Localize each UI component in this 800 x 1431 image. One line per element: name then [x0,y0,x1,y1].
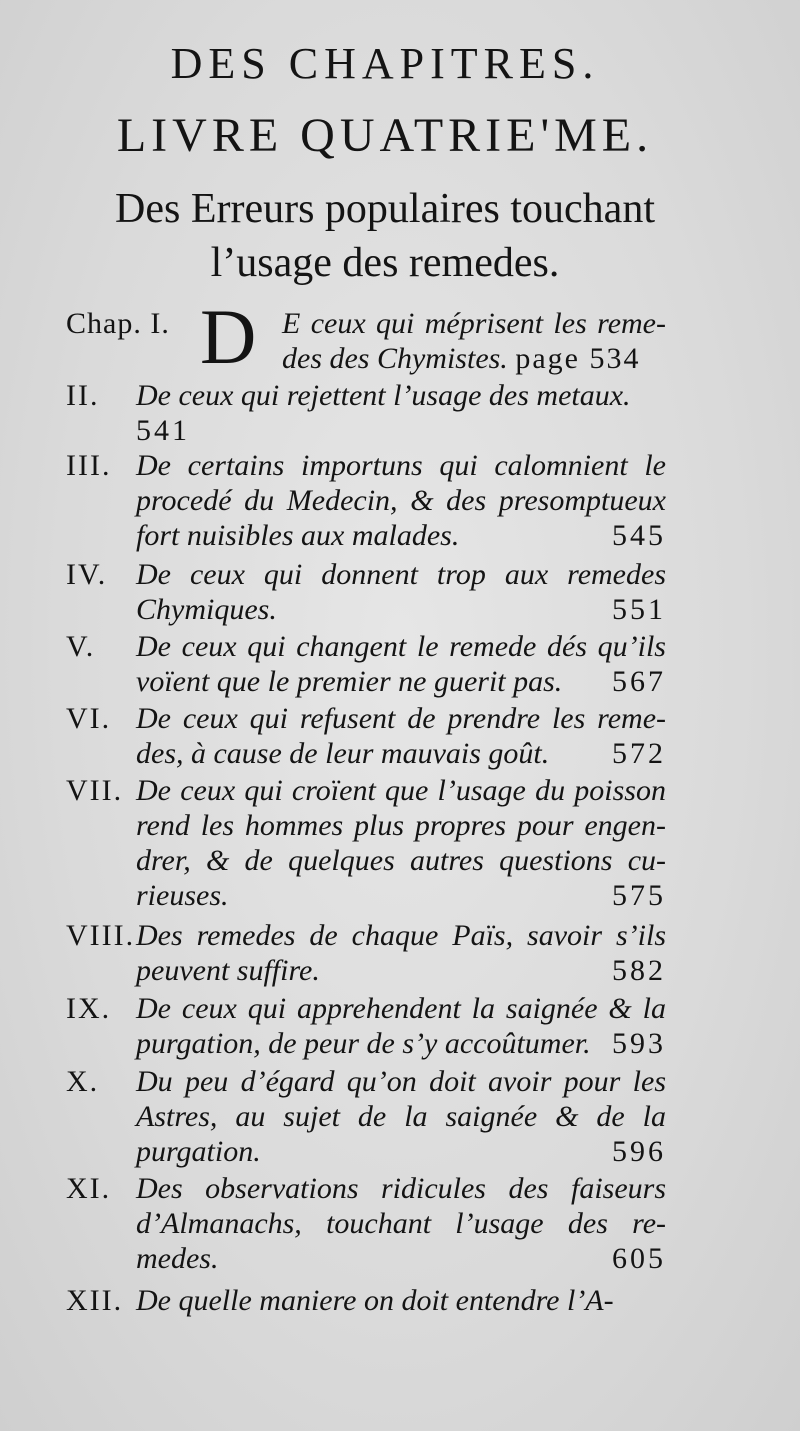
entry-title: De ceux qui refusent de prendre les reme-des, à cause de leur mauvais goût. [136,702,666,770]
book-subtitle [40,182,730,290]
toc-entry [66,1064,666,1169]
entry-title: De certains importuns qui calomnient le procedé du Medecin, & des presomptueux fort nuisibles aux malades. [136,449,666,552]
entry-title: De ceux qui apprehendent la saignée & la purgation, de peur de s’y accoûtumer. [136,992,666,1060]
drop-cap: D [200,293,257,380]
chapter-number: VI. [66,702,112,735]
page-number: 551 [612,593,666,626]
running-header: DES CHAPITRES. [170,39,600,88]
entry-title: Du peu d’égard qu’on doit avoir pour les Astres, au sujet de la saignée & de la purgation. [136,1065,666,1168]
toc-entry [66,629,666,699]
toc-entry [66,991,666,1061]
toc-entry [66,557,666,627]
chapter-number: III. [66,449,112,482]
entry-title: De ceux qui croïent que l’usage du poisson rend les hommes plus propres pour engen-drer, & de quelques autres questions cu-rieuses. [136,774,666,912]
subtitle-line: Des Erreurs populaires touchant [115,186,655,232]
entry-title: De ceux qui changent le remede dés qu’ils voïent que le premier ne guerit pas. [136,630,666,698]
chapter-label: Chap. I. [66,307,170,340]
toc-entry [66,378,666,447]
page-number: 582 [612,954,666,987]
page-number: 596 [612,1135,666,1168]
page-number: 593 [612,1027,666,1060]
chapter-number: XI. [66,1172,112,1205]
toc-entry [66,1171,666,1276]
entry-title: Des remedes de chaque Païs, savoir s’ils peuvent suffire. [136,919,666,987]
chapter-number: X. [66,1065,100,1098]
toc-entry [66,448,666,553]
page-number: page 534 [515,342,641,375]
toc-entry [66,773,666,913]
toc-entry [66,701,666,771]
toc-entry [66,1283,666,1318]
book-title: LIVRE QUATRIE'ME. [116,109,654,162]
chapter-number: V. [66,630,96,663]
chapter-number: XII. [66,1284,124,1317]
chapter-number: VII. [66,774,124,807]
chapter-number: IV. [66,558,108,591]
chapter-number: IX. [66,992,112,1025]
entry-title: Des observations ridicules des faiseurs d’Almanachs, touchant l’usage des re-medes. [136,1172,666,1275]
entry-title: E ceux qui méprisent les reme-des des Chymistes. page 534 [282,307,666,375]
chapter-number: II. [66,379,100,412]
subtitle-line: l’usage des remedes. [210,240,560,286]
page-number: 572 [612,737,666,770]
page-number: 575 [612,879,666,912]
page-number: 541 [136,414,190,447]
toc-entry [66,918,666,988]
entry-title: De ceux qui rejettent l’usage des metaux. [136,379,631,412]
page-number: 545 [612,519,666,552]
entry-title: De quelle maniere on doit entendre l’A- [136,1284,614,1317]
entry-title: De ceux qui donnent trop aux remedes Chymiques. [136,558,666,626]
page-number: 605 [612,1242,666,1275]
page-number: 567 [612,665,666,698]
chapter-number: VIII. [66,919,136,952]
toc-entry [66,293,666,380]
